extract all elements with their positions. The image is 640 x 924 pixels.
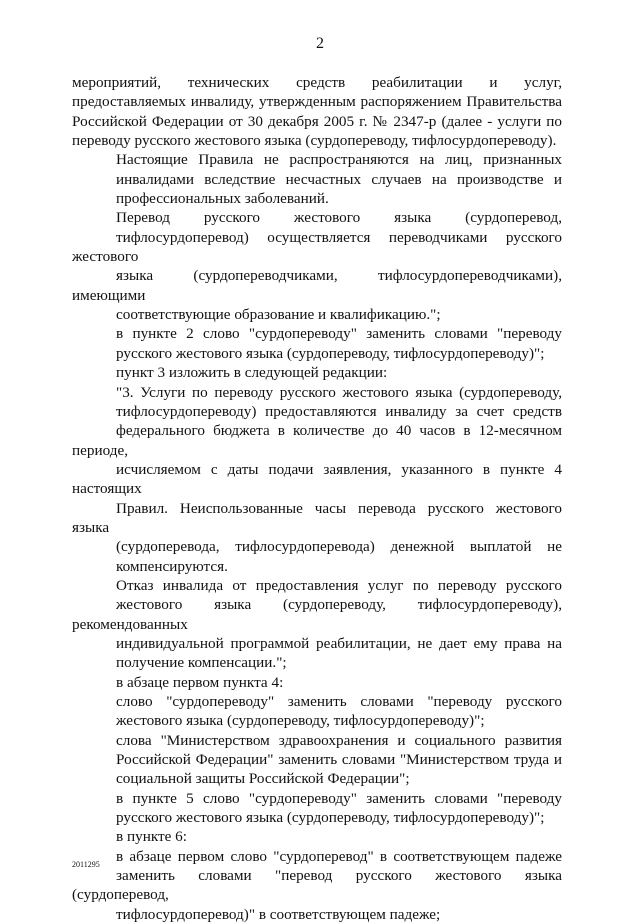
text-line: Настоящие Правила не распространяются на лиц, признанных — [116, 151, 562, 169]
text-line: (сурдоперевода, тифлосурдоперевода) денежной выплатой не — [116, 538, 562, 556]
text-line: Правил. Неиспользованные часы перевода русского жестового языка — [72, 499, 562, 536]
text-line: русского жестового языка (сурдопереводу, тифлосурдопереводу)"; — [116, 344, 545, 362]
paragraph — [72, 673, 562, 692]
document-body — [72, 73, 562, 924]
text-line: в абзаце первом слово "сурдоперевод" в соответствующем падеже — [116, 847, 562, 865]
text-line: заменить словами "перевод русского жестового языка (сурдоперевод, — [72, 867, 562, 904]
text-line: предоставляемых инвалиду, утвержденным распоряжением Правительства — [72, 93, 562, 111]
paragraph — [72, 383, 562, 576]
text-line: Перевод русского жестового языка (сурдоперевод, — [116, 209, 562, 227]
text-line: соответствующие образование и квалификацию."; — [116, 306, 441, 324]
text-line: тифлосурдоперевод) осуществляется переводчиками русского жестового — [72, 228, 562, 266]
text-line: в пункте 5 слово "сурдопереводу" заменить словами "переводу — [116, 789, 562, 807]
paragraph — [72, 692, 562, 731]
paragraph — [72, 363, 562, 382]
text-line: Российской Федерации" заменить словами "Министерством труда и — [116, 751, 562, 769]
text-line: компенсируются. — [116, 557, 228, 575]
text-line: в пункте 6: — [116, 828, 187, 846]
document-code: 2011295 — [72, 860, 100, 869]
text-line: пункт 3 изложить в следующей редакции: — [116, 364, 388, 382]
paragraph — [72, 576, 562, 673]
paragraph — [72, 324, 562, 363]
text-line: профессиональных заболеваний. — [116, 190, 329, 208]
text-line: инвалидами вследствие несчастных случаев на производстве и — [116, 170, 562, 188]
text-line: мероприятий, технических средств реабилитации и услуг, — [72, 74, 562, 91]
text-line: получение компенсации."; — [116, 654, 287, 672]
text-line: федерального бюджета в количестве до 40 часов в 12-месячном периоде, — [72, 422, 562, 459]
text-line: тифлосурдопереводу) предоставляются инвалиду за счет средств — [116, 402, 562, 420]
paragraph — [72, 731, 562, 789]
text-line: Отказ инвалида от предоставления услуг по переводу русского — [116, 576, 562, 594]
text-line: индивидуальной программой реабилитации, не дает ему права на — [116, 634, 562, 652]
text-line: "3. Услуги по переводу русского жестового языка (сурдопереводу, — [116, 383, 562, 401]
paragraph — [72, 150, 562, 208]
text-line: тифлосурдоперевод)" в соответствующем падеже; — [116, 905, 441, 923]
page-number: 2 — [316, 35, 324, 52]
text-line: социальной защиты Российской Федерации"; — [116, 770, 410, 788]
paragraph — [72, 73, 562, 150]
text-line: Российской Федерации от 30 декабря 2005 г. № 2347-р (далее - услуги по — [72, 112, 562, 130]
paragraph — [72, 847, 562, 924]
text-line: слова "Министерством здравоохранения и социального развития — [116, 731, 562, 749]
text-line: жестового языка (сурдопереводу, тифлосурдопереводу), рекомендованных — [72, 596, 562, 633]
text-line: слово "сурдопереводу" заменить словами "переводу русского — [116, 693, 562, 710]
text-line: в пункте 2 слово "сурдопереводу" заменить словами "переводу — [116, 325, 562, 343]
text-line: в абзаце первом пункта 4: — [116, 673, 284, 691]
paragraph — [72, 208, 562, 324]
text-line: исчисляемом с даты подачи заявления, указанного в пункте 4 настоящих — [72, 460, 562, 498]
paragraph — [72, 789, 562, 828]
text-line: русского жестового языка (сурдопереводу, тифлосурдопереводу)"; — [116, 809, 545, 827]
text-line: жестового языка (сурдопереводу, тифлосурдопереводу)"; — [116, 712, 485, 730]
paragraph — [72, 827, 562, 846]
text-line: языка (сурдопереводчиками, тифлосурдопереводчиками), имеющими — [72, 267, 562, 304]
text-line: переводу русского жестового языка (сурдопереводу, тифлосурдопереводу). — [72, 132, 557, 150]
